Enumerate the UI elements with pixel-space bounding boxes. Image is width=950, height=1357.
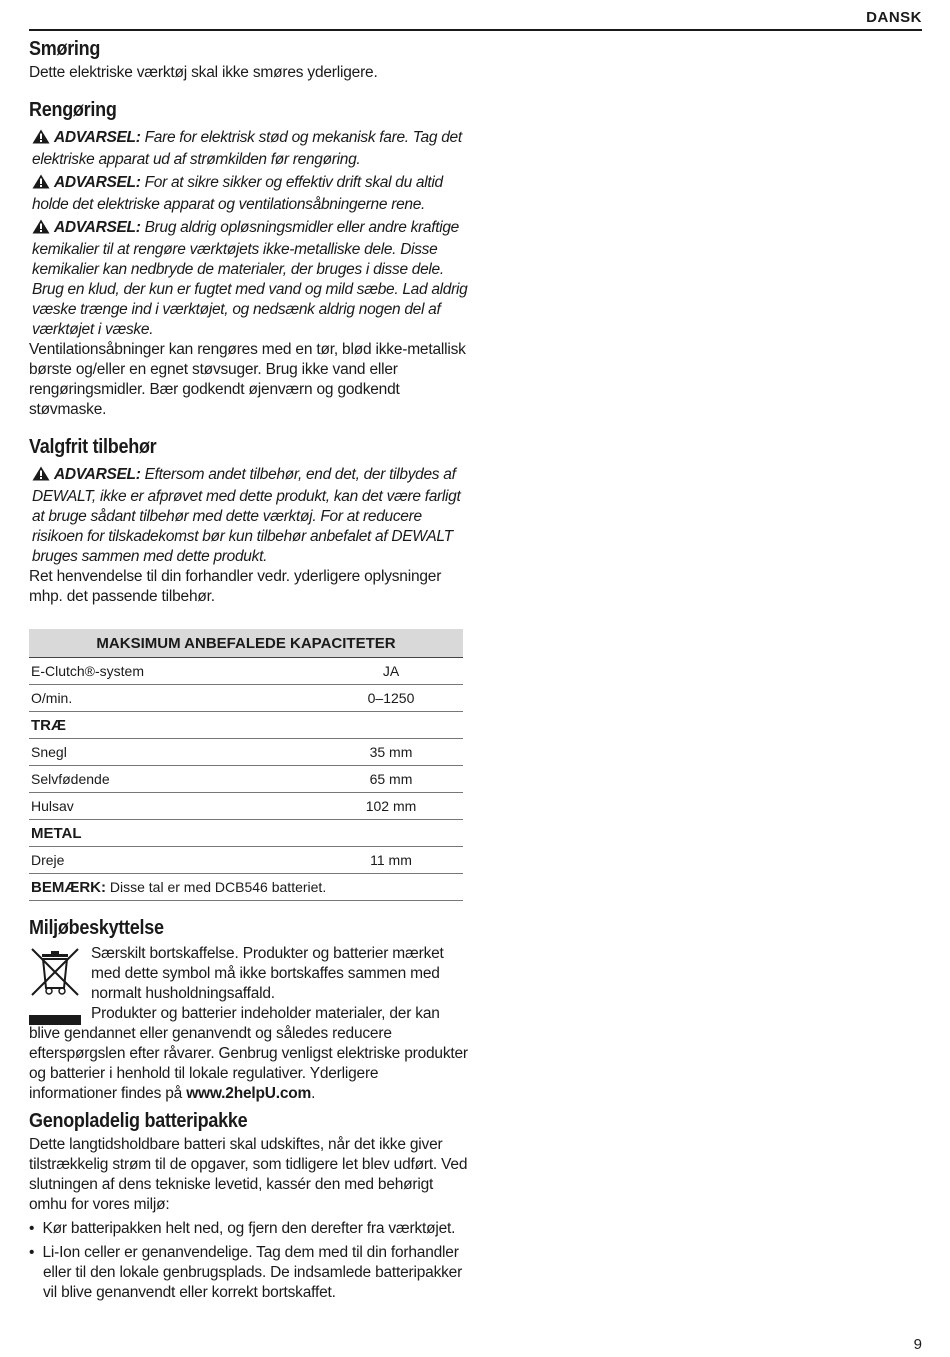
capacities-table <box>29 629 463 901</box>
environment-block <box>29 944 469 1004</box>
list-item: • Kør batteripakken helt ned, og fjern den derefter fra værktøjet. <box>29 1220 456 1237</box>
table-row: Snegl 35 mm <box>29 739 463 766</box>
accessories-text: Ret henvendelse til din forhandler vedr. yderligere oplysninger mhp. det passende tilbehør. <box>29 568 442 605</box>
help-link[interactable]: www.2helpU.com <box>186 1085 312 1102</box>
section-title-lubrication: Smøring <box>29 38 101 60</box>
list-item: • Li-Ion celler er genanvendelige. Tag dem med til din forhandler eller til den lokale genbrugsplads. De indsamlede batteripakker vil blive genanvendt eller korrekt bortskaffet. <box>29 1244 463 1301</box>
section-title-environment: Miljøbeskyttelse <box>29 917 164 939</box>
main-column <box>29 38 469 1303</box>
table-category-row: TRÆ <box>29 712 463 739</box>
warning-triangle-icon <box>32 466 50 487</box>
language-label: DANSK <box>866 9 922 26</box>
table-row: E-Clutch®-system JA <box>29 658 463 685</box>
table-note-row: BEMÆRK: Disse tal er med DCB546 batteriet. <box>29 874 463 901</box>
cleaning-warning-1: ADVARSEL: Fare for elektrisk stød og mekanisk fare. Tag det elektriske apparat ud af strømkilden før rengøring. <box>32 129 462 168</box>
environment-text-2: Produkter og batterier indeholder materialer, der kan blive gendannet eller genanvendt og således reducere efterspørgslen efter råvarer. Genbrug venligst elektriske produkter og batterier i henhold til lokale regulativer. Yderligere informationer findes på www.2helpU.com. <box>29 1005 468 1102</box>
battery-text: Dette langtidsholdbare batteri skal udskiftes, når det ikke giver tilstrækkelig strøm til de opgaver, som tidligere let blev udført. Ved slutningen af dens tekniske levetid, kassér den med behørigt omhu for vores miljø: <box>29 1136 468 1213</box>
cleaning-warning-3: ADVARSEL: Brug aldrig opløsningsmidler eller andre kraftige kemikalier til at rengøre værktøjets ikke-metalliske dele. Disse kemikalier kan nedbryde de materialer, der bruges i disse dele. Brug en klud, der kun er fugtet med vand og mild sæbe. Lad aldrig væske trænge ind i værktøjet, og nedsænk aldrig nogen del af værktøjet i væske. <box>32 219 468 338</box>
table-row: Hulsav 102 mm <box>29 793 463 820</box>
separate-collection-bar <box>29 1015 81 1025</box>
section-title-cleaning: Rengøring <box>29 99 117 121</box>
cleaning-warning-2: ADVARSEL: For at sikre sikker og effektiv drift skal du altid holde det elektriske apparat og ventilationsåbningerne rene. <box>32 174 443 213</box>
crossed-out-bin-icon <box>29 946 81 998</box>
environment-text-1: Særskilt bortskaffelse. Produkter og batterier mærket med dette symbol må ikke bortskaffes sammen med normalt husholdningsaffald. <box>91 945 444 1002</box>
header-rule <box>29 29 922 31</box>
table-row: Dreje 11 mm <box>29 847 463 874</box>
table-category-row: METAL <box>29 820 463 847</box>
lubrication-text: Dette elektriske værktøj skal ikke smøres yderligere. <box>29 64 378 81</box>
section-title-accessories: Valgfrit tilbehør <box>29 436 157 458</box>
table-row: Selvfødende 65 mm <box>29 766 463 793</box>
accessories-warning: ADVARSEL: Eftersom andet tilbehør, end det, der tilbydes af DEWALT, ikke er afprøvet med dette produkt, kan det være farligt at bruge sådant tilbehør med dette værktøj. For at reducere risikoen for tilskadekomst bør kun tilbehør anbefalet af DEWALT bruges sammen med dette produkt. <box>32 466 461 565</box>
cleaning-text: Ventilationsåbninger kan rengøres med en tør, blød ikke-metallisk børste og/eller en egnet støvsuger. Brug ikke vand eller rengøringsmidler. Bær godkendt øjenværn og godkendt støvmaske. <box>29 341 466 418</box>
warning-triangle-icon <box>32 219 50 240</box>
section-title-battery: Genopladelig batteripakke <box>29 1110 248 1132</box>
warning-triangle-icon <box>32 174 50 195</box>
warning-triangle-icon <box>32 129 50 150</box>
capacities-table-title: MAKSIMUM ANBEFALEDE KAPACITETER <box>29 629 463 658</box>
page-number: 9 <box>913 1336 922 1353</box>
table-row: O/min. 0–1250 <box>29 685 463 712</box>
